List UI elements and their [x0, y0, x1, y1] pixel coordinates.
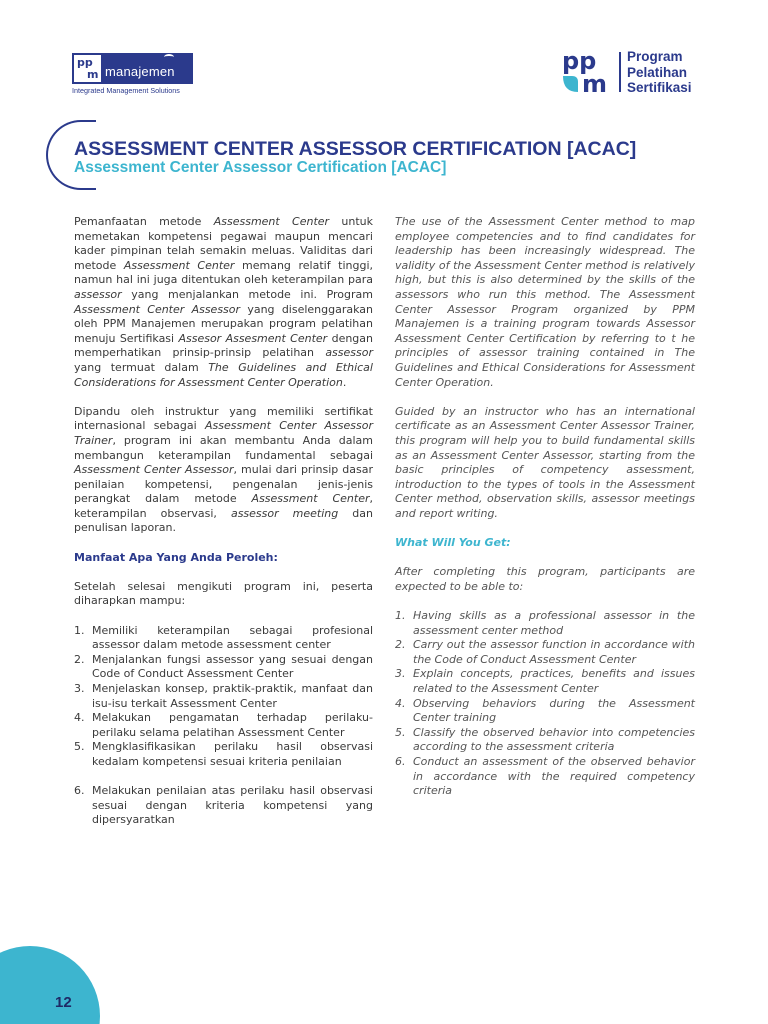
logo-words	[627, 49, 692, 96]
ppm-mark-bottom: m	[87, 68, 99, 81]
page-number: 12	[55, 994, 72, 1011]
logo-tagline: Integrated Management Solutions	[72, 86, 180, 95]
list-item	[74, 653, 373, 682]
swoosh-icon	[164, 54, 174, 60]
page-title: ASSESSMENT CENTER ASSESSOR CERTIFICATION [ACAC]	[74, 138, 637, 160]
list-number: 2.	[395, 638, 406, 652]
list-text: Menjelaskan konsep, praktik-praktik, manfaat dan isu-isu terkait Assessment Center	[92, 682, 373, 710]
list-text: Memiliki keterampilan sebagai profesional assessor dalam metode assessment center	[92, 623, 373, 652]
left-column-indonesian	[74, 215, 373, 828]
list-text: Mengklasifikasikan perilaku hasil observasi kedalam kompetensi sesuai kriteria penilaian	[92, 740, 373, 768]
list-number: 3.	[74, 682, 85, 695]
list-text: Classify the observed behavior into competencies according to the assessment criteria	[413, 725, 695, 754]
list-number: 6.	[74, 784, 85, 798]
logo-brand-text: manajemen	[105, 64, 175, 79]
list-text: Explain concepts, practices, benefits and issues related to the Assessment Center	[413, 667, 695, 695]
logo-line-pelatihan: Pelatihan	[627, 64, 688, 80]
list-item	[395, 609, 695, 638]
list-number: 5.	[395, 725, 406, 739]
list-text: Conduct an assessment of the observed behavior in accordance with the required competency criteria	[413, 754, 695, 798]
ppm-logo-bottom-text: m	[582, 70, 608, 96]
list-text: Having skills as a professional assessor in the assessment center method	[413, 609, 695, 637]
ppm-logo-icon	[562, 48, 612, 96]
list-text: Melakukan pengamatan terhadap perilaku-perilaku selama pelatihan Assessment Center	[92, 711, 373, 739]
left-benefits-heading: Manfaat Apa Yang Anda Peroleh:	[74, 550, 278, 564]
list-number: 2.	[74, 652, 85, 666]
corner-decoration	[0, 946, 100, 1024]
logo-divider	[619, 52, 621, 92]
right-benefits-heading: What Will You Get:	[395, 536, 511, 550]
leaf-shape	[563, 76, 578, 92]
list-number: 1.	[74, 623, 85, 637]
list-number: 3.	[395, 667, 406, 681]
ppm-logo-top-text: pp	[562, 48, 597, 75]
list-number: 1.	[395, 609, 406, 623]
left-benefits-intro: Setelah selesai mengikuti program ini, peserta diharapkan mampu:	[74, 579, 373, 608]
ppm-mark-top: pp	[77, 56, 93, 69]
logo-box	[72, 53, 193, 84]
list-item	[395, 697, 695, 726]
left-paragraph-1: Pemanfaatan metode Assessment Center untuk memetakan kompetensi pegawai maupun mencari kader pimpinan telah semakin meluas. Validitas dari metode Assessment Center memang relatif tinggi, namun hal ini juga ditentukan oleh keterampilan para assessor yang menjalankan metode ini. Program Assessment Center Assessor yang diselenggarakan oleh PPM Manajemen merupakan program pelatihan menuju Sertifikasi Assesor Assesment Center dengan memperhatikan prinsip-prinsip pelatihan assessor yang termuat dalam The Guidelines and Ethical Considerations for Assessment Center Operation.	[74, 215, 374, 389]
list-number: 5.	[74, 740, 85, 754]
list-text: Melakukan penilaian atas perilaku hasil observasi sesuai dengan kriteria kompetensi yang dipersyaratkan	[92, 784, 373, 827]
list-item	[395, 638, 695, 667]
list-item	[395, 755, 695, 799]
right-benefits-list	[395, 609, 695, 799]
right-paragraph-2: Guided by an instructor who has an international certificate as an Assessment Center Assessor Trainer, this program will help you to build fundamental skills as an Assessment Center Assessor, starting from the basic principles of competency assessment, introduction to the types of tools in the Assessment Center method, observation skills, assessor meetings and report writing.	[395, 404, 695, 520]
list-item	[74, 784, 373, 828]
list-text: Carry out the assessor function in accordance with the Code of Conduct Assessment Center	[413, 638, 695, 666]
list-item	[74, 740, 373, 769]
ppm-square-mark	[74, 55, 101, 82]
list-item	[74, 711, 373, 740]
program-pelatihan-sertifikasi-logo	[562, 48, 702, 96]
list-item	[74, 624, 373, 653]
left-paragraph-2: Dipandu oleh instruktur yang memiliki sertifikat internasional sebagai Assessment Center Assessor Trainer, program ini akan membantu Anda dalam membangun keterampilan fundamental sebagai Assessment Center Assessor, mulai dari prinsip dasar penilaian kompetensi, pengenalan jenis-jenis perangkat dalam metode Assessment Center, keterampilan observasi, assessor meeting dan penulisan laporan.	[74, 404, 373, 535]
logo-line-sertifikasi: Sertifikasi	[627, 80, 692, 95]
left-benefits-list	[74, 624, 373, 828]
right-paragraph-1: The use of the Assessment Center method to map employee competencies and to find candidates for leadership has been increasingly widespread. The validity of the Assessment Center method is relatively high, but this is also determined by the skills of the assessors who run this method. The Assessment Center Assessor Program organized by PPM Manajemen is a training program towards Assessor Assessment Center Certification by referring to t he principles of assessor training contained in The Guidelines and Ethical Considerations for Assessment Center Operation.	[395, 215, 695, 389]
list-number: 4.	[395, 696, 406, 710]
list-text: Observing behaviors during the Assessment Center training	[413, 696, 695, 725]
logo-line-program: Program	[627, 49, 683, 64]
list-number: 6.	[395, 754, 406, 768]
right-benefits-intro: After completing this program, participants are expected to be able to:	[395, 565, 695, 593]
page-subtitle: Assessment Center Assessor Certification [ACAC]	[74, 159, 447, 176]
list-item	[395, 667, 695, 696]
list-item	[74, 682, 373, 711]
right-column-english	[395, 215, 695, 799]
ppm-manajemen-logo	[72, 53, 196, 95]
list-number: 4.	[74, 711, 85, 725]
list-item	[395, 726, 695, 755]
list-text: Menjalankan fungsi assessor yang sesuai dengan Code of Conduct Assessment Center	[92, 652, 373, 681]
